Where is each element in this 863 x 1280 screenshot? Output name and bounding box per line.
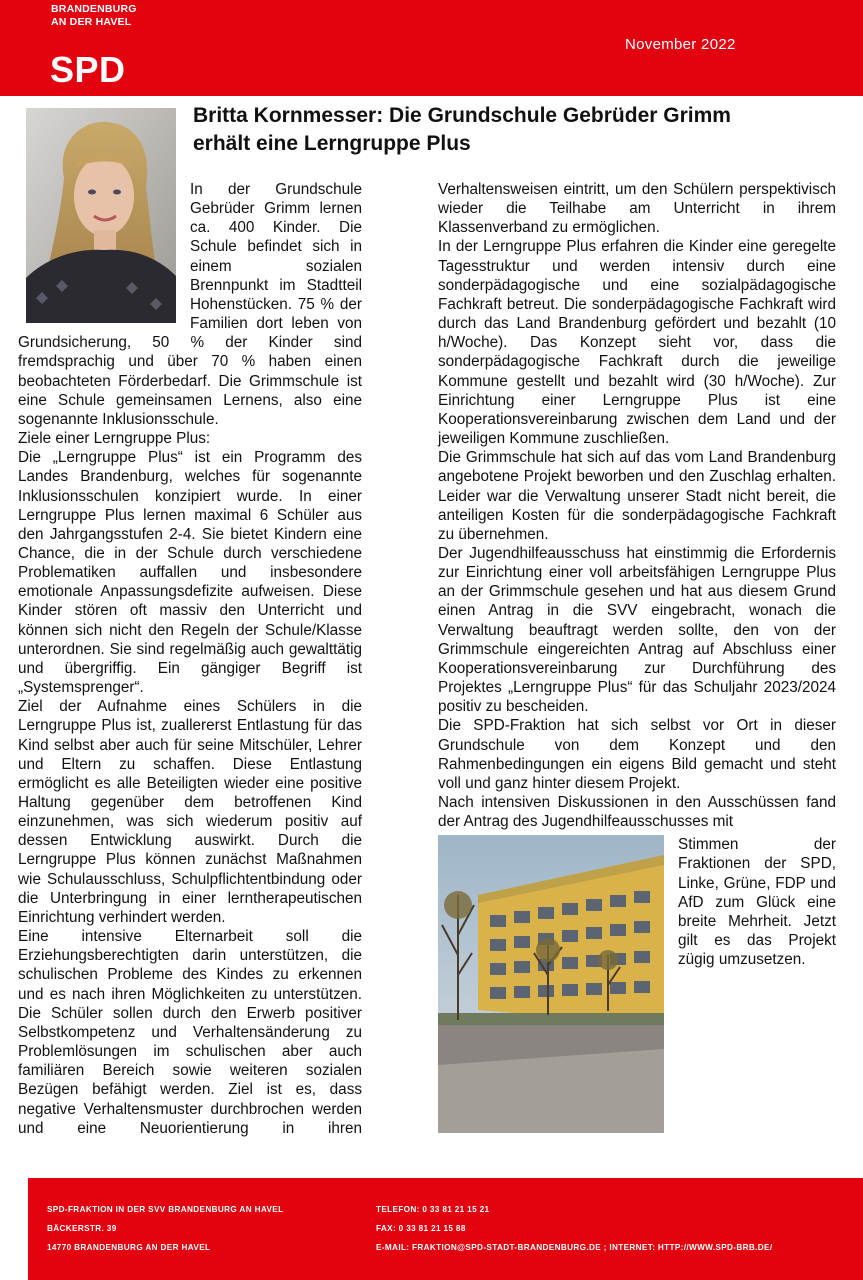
spd-logo <box>47 0 157 96</box>
footer-email-link[interactable]: E-MAIL: FRAKTION@SPD-STADT-BRANDENBURG.DE ; INTERNET: HTTP://WWW.SPD-BRB.DE/ <box>376 1243 773 1252</box>
logo-region-line1: BRANDENBURG <box>51 3 137 15</box>
footer <box>28 1178 863 1280</box>
footer-street: BÄCKERSTR. 39 <box>47 1224 117 1233</box>
paragraph: Ziele einer Lerngruppe Plus: <box>18 430 211 448</box>
paragraph: Die „Lerngruppe Plus“ ist ein Programm des Landes Brandenburg, welches für sogenannte Inklusionsschulen konzipiert wurde. In einer Lerngruppe Plus lernen maximal 6 Schüler aus den Jahrgangsstufen 2-4. Sie bietet Kindern eine Chance, die in der Schule durch verschiedene Problematiken auffallen und insbesondere emotionale Anpassungsdefizite aufweisen. Diese Kinder stören oft massiv den Unterricht und können sich nicht den Regeln der Schule/Klasse unterordnen. Sie sind regelmäßig auch gewalttätig und übergriffig. Ein gängiger Begriff ist „Systemsprenger“. <box>18 449 362 697</box>
paragraph: Die SPD-Fraktion hat sich selbst vor Ort in dieser Grundschule von dem Konzept und den Rahmenbedingungen ein eigens Bild gemacht und steht voll und ganz hinter diesem Projekt. <box>438 717 836 792</box>
paragraph: Verhaltensweisen eintritt, um den Schülern perspektivisch wieder die Teilhabe am Unterricht in ihrem Klassenverband zu ermöglichen. <box>438 181 836 237</box>
footer-phone: TELEFON: 0 33 81 21 15 21 <box>376 1205 490 1214</box>
footer-fax: FAX: 0 33 81 21 15 88 <box>376 1224 466 1233</box>
paragraph: Eine intensive Elternarbeit soll die Erziehungsberechtigten darin unterstützen, die schulischen Probleme des Kindes zu erkennen und es nach ihren Möglichkeiten zu unterstützen. Die Schüler sollen durch den Erwerb positiver Selbstkompetenz und Verhaltensänderung zu Problemlösungen im schulischen aber auch familiären Bereich sowie weiteren sozialen Bezügen befähigt werden. Ziel ist es, dass negative Verhaltensmuster durchbrochen werden und eine Neuorientierung in ihren <box>18 928 362 1137</box>
article-title-line2: erhält eine Lerngruppe Plus <box>193 132 471 155</box>
paragraph: In der Lerngruppe Plus erfahren die Kinder eine geregelte Tagesstruktur und werden intensiv durch eine sonderpädagogische und eine sozialpädagogische Fachkraft betreut. Die sonderpädagogische Fachkraft wird durch das Land Brandenburg gefördert und bezahlt (10 h/Woche). Das Konzept sieht vor, dass die sonderpädagogische Fachkraft durch die jeweilige Kommune gestellt und bezahlt wird (30 h/Woche). Zur Einrichtung einer Lerngruppe Plus ist eine Kooperationsvereinbarung zwischen dem Land und der jeweiligen Kommune zuschließen. <box>438 238 836 448</box>
school-building-photo <box>438 835 664 1133</box>
issue-date: November 2022 <box>625 36 736 53</box>
right-column <box>438 180 836 1137</box>
paragraph: Der Jugendhilfeausschuss hat einstimmig die Erfordernis zur Einrichtung einer voll arbeitsfähigen Lerngruppe Plus an der Grimmschule gesehen und hat aus diesem Grund einen Antrag in die SVV eingebracht, wonach die Verwaltung beauftragt werden sollte, den von der Grimmschule eingereichten Antrag auf Abschluss einer Kooperationsvereinbarung zur Durchführung des Projektes „Lerngruppe Plus“ für das Schuljahr 2023/2024 positiv zu bescheiden. <box>438 544 836 716</box>
logo-region-line2: AN DER HAVEL <box>51 16 132 28</box>
footer-city: 14770 BRANDENBURG AN DER HAVEL <box>47 1243 211 1252</box>
paragraph: Die Grimmschule hat sich auf das vom Land Brandenburg angebotene Projekt beworben und den Zuschlag erhalten. Leider war die Verwaltung unserer Stadt nicht bereit, die anteiligen Kosten für die sonderpädagogische Fachkraft zu übernehmen. <box>438 449 836 543</box>
portrait-spacer <box>18 180 190 333</box>
paragraph: Nach intensiven Diskussionen in den Ausschüssen fand der Antrag des Jugendhilfeausschusses mit <box>438 794 836 831</box>
paragraph: Stimmen der Fraktionen der SPD, Linke, Grüne, FDP und AfD zum Glück eine breite Mehrheit. Jetzt gilt es das Projekt zügig umzusetzen. <box>678 836 836 969</box>
paragraph: Ziel der Aufnahme eines Schülers in die Lerngruppe Plus ist, zuallererst Entlastung für das Kind selbst aber auch für seine Mitschüler, Lehrer und Eltern zu schaffen. Diese Entlastung ermöglicht es alle Beteiligten wieder eine positive Haltung gegenüber dem betroffenen Kind einzunehmen, was sich wiederum positiv auf dessen Entwicklung auswirkt. Durch die Lerngruppe Plus können zunächst Maßnahmen wie Schulausschluss, Schulpflichtentbindung oder die Unterbringung in einer lerntherapeutischen Einrichtung verhindert werden. <box>18 698 362 926</box>
paragraph: In der Grundschule Gebrüder Grimm lernen ca. 400 Kinder. Die Schule befindet sich in einem sozialen Brennpunkt im Stadtteil Hohenstücken. 75 % der Familien dort leben von Grundsicherung, 50 % der Kinder sind fremdsprachig und über 70 % haben einen beobachteten Förderbedarf. Die Grimmschule ist eine Schule gemeinsamen Lernens, also eine sogenannte Inklusionsschule. <box>18 181 362 428</box>
article-title-line1: Britta Kornmesser: Die Grundschule Gebrüder Grimm <box>193 104 731 127</box>
article-title <box>193 102 843 158</box>
header-bar <box>0 0 863 96</box>
left-column <box>18 180 362 1138</box>
footer-org: SPD-FRAKTION IN DER SVV BRANDENBURG AN HAVEL <box>47 1205 284 1214</box>
logo-mark: SPD <box>50 49 126 90</box>
logo-region <box>51 3 137 29</box>
